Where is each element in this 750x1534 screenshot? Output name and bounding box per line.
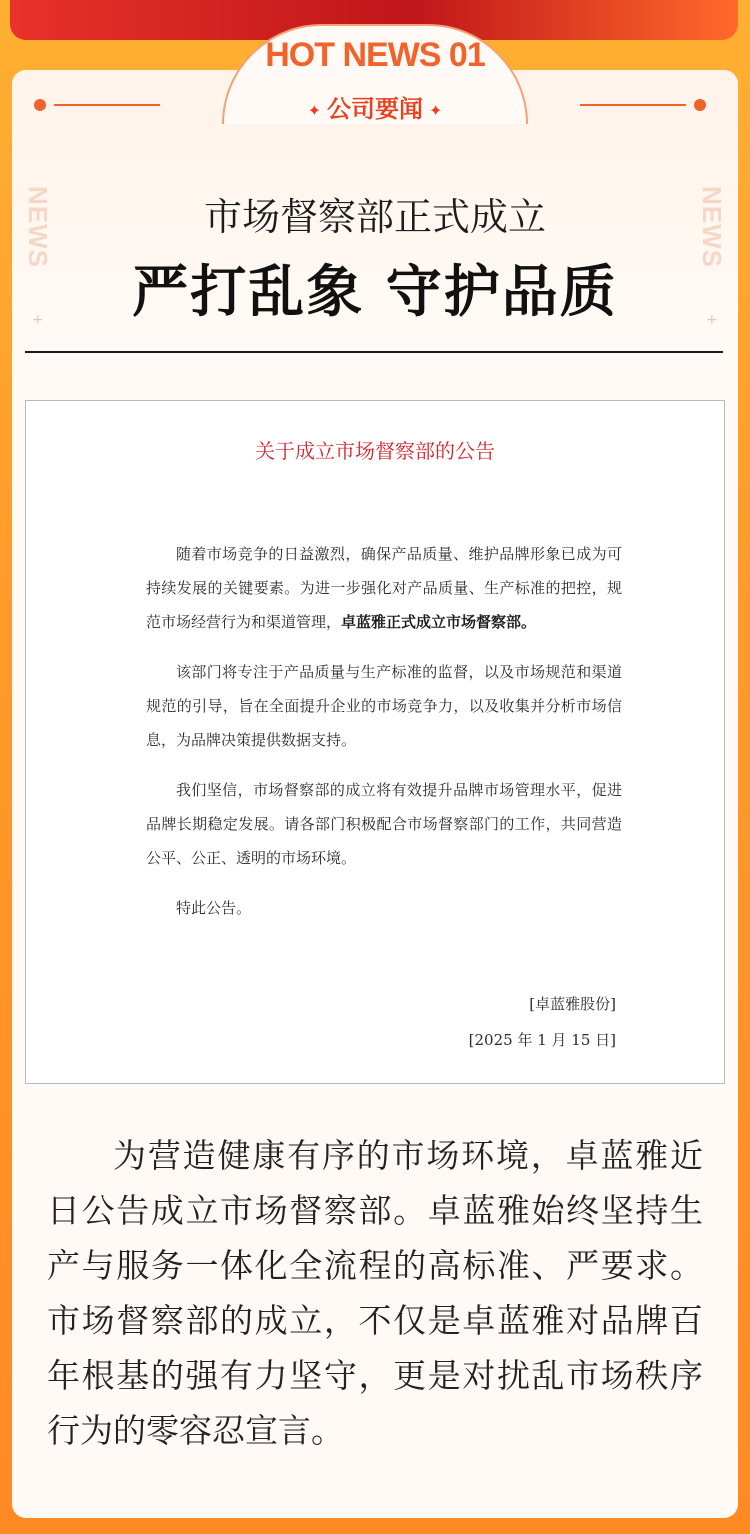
- paragraph-1-bold: 卓蓝雅正式成立市场督察部。: [341, 613, 537, 631]
- side-news-left: NEWS: [23, 186, 53, 268]
- left-line: [54, 104, 160, 106]
- star-icon: ✦: [429, 100, 443, 120]
- right-dot: [694, 99, 706, 111]
- announcement-signature: [卓蓝雅股份]: [529, 995, 616, 1013]
- side-news-right: NEWS: [697, 186, 727, 268]
- announcement-paragraph-3: 我们坚信，市场督察部的成立将有效提升品牌市场管理水平，促进品牌长期稳定发展。请各部门积极配合市场督察部门的工作，共同营造公平、公正、透明的市场环境。: [146, 781, 622, 867]
- headline-line-1: 市场督察部正式成立: [203, 195, 546, 239]
- announcement-paragraph-1: [146, 537, 622, 639]
- plus-icon: +: [706, 312, 718, 328]
- paragraph-1-text: 随着市场竞争的日益激烈，确保产品质量、维护品牌形象已成为可持续发展的关键要素。为进一步强化对产品质量、生产标准的把控，规范市场经营行为和渠道管理，: [146, 545, 622, 631]
- hot-news-label: HOT NEWS 01: [265, 36, 485, 74]
- announcement-box: [25, 400, 725, 1084]
- left-dot: [34, 99, 46, 111]
- headline-line-2: 严打乱象 守护品质: [132, 260, 618, 325]
- section-label: [222, 89, 528, 124]
- intro-paragraph: 为营造健康有序的市场环境，卓蓝雅近日公告成立市场督察部。卓蓝雅始终坚持生产与服务一体化全流程的高标准、严要求。市场督察部的成立，不仅是卓蓝雅对品牌百年根基的强有力坚守，更是对扰乱市场秩序行为的零容忍宣言。: [47, 1136, 703, 1450]
- plus-icon: +: [32, 312, 44, 328]
- announcement-date: [2025 年 1 月 15 日]: [468, 1031, 616, 1049]
- announcement-body: [146, 537, 622, 941]
- right-line: [580, 104, 686, 106]
- announcement-title: 关于成立市场督察部的公告: [255, 439, 495, 463]
- headline-divider: [25, 351, 723, 353]
- announcement-paragraph-4: 特此公告。: [176, 899, 252, 917]
- section-label-text: 公司要闻: [327, 95, 423, 123]
- announcement-paragraph-2: 该部门将专注于产品质量与生产标准的监督，以及市场规范和渠道规范的引导，旨在全面提升企业的市场竞争力，以及收集并分析市场信息，为品牌决策提供数据支持。: [146, 663, 622, 749]
- star-icon: ✦: [307, 100, 321, 120]
